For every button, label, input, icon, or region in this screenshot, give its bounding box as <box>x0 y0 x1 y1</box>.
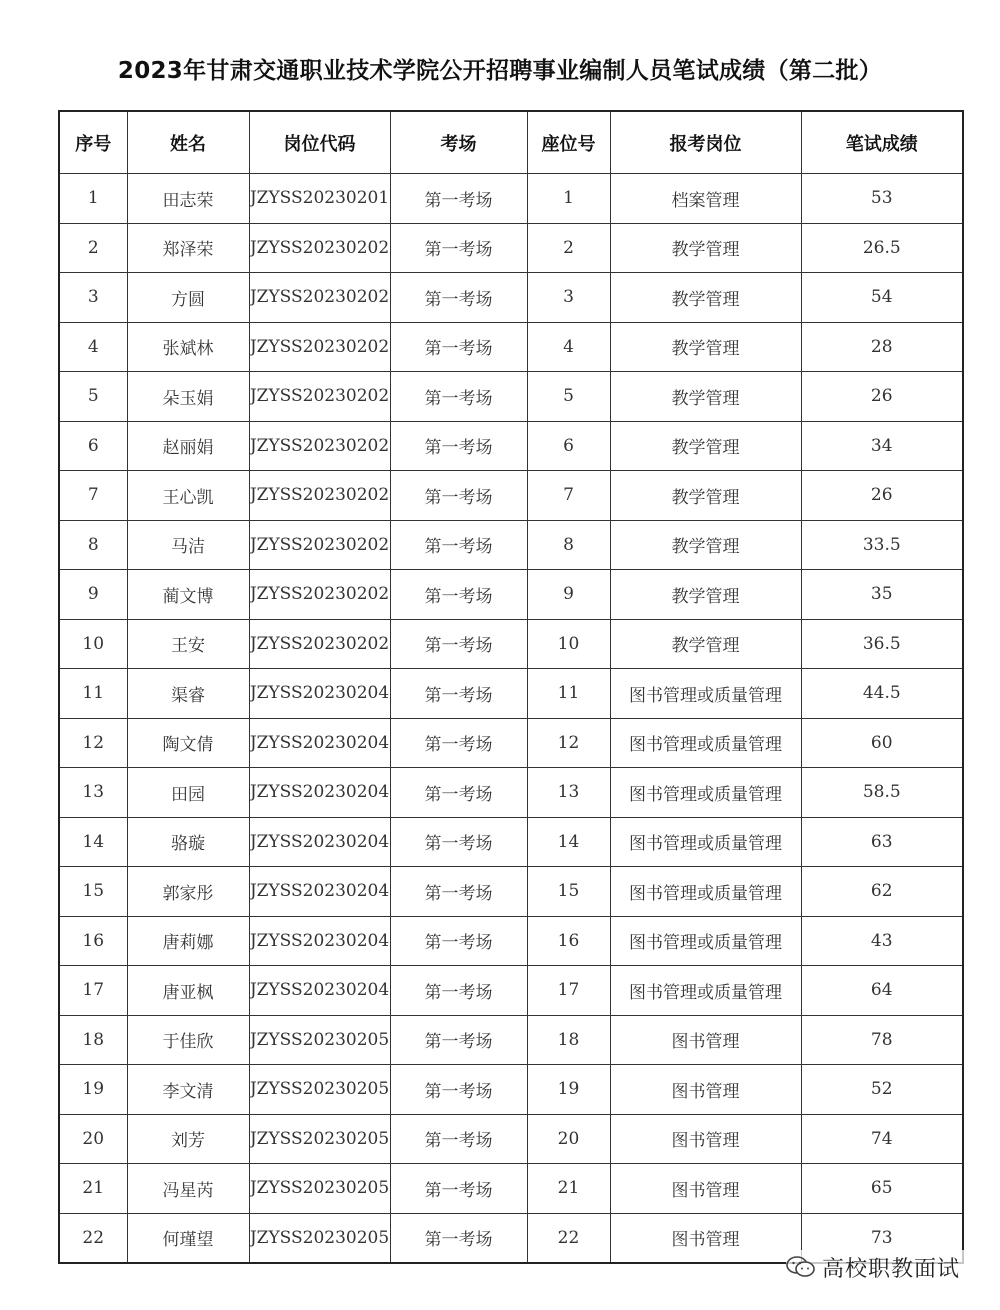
cell-written-score: 53 <box>801 174 963 224</box>
cell-serial: 9 <box>59 570 127 620</box>
cell-name: 朵玉娟 <box>127 372 249 422</box>
cell-exam-room: 第一考场 <box>390 966 527 1016</box>
cell-written-score: 64 <box>801 966 963 1016</box>
cell-position-code: JZYSS20230204 <box>249 867 390 917</box>
cell-position-code: JZYSS20230202 <box>249 372 390 422</box>
table-row <box>59 916 963 966</box>
cell-name: 陶文倩 <box>127 718 249 768</box>
table-row <box>59 570 963 620</box>
cell-serial: 10 <box>59 619 127 669</box>
cell-exam-room: 第一考场 <box>390 570 527 620</box>
cell-name: 何瑾望 <box>127 1213 249 1263</box>
cell-applied-position: 图书管理或质量管理 <box>610 867 801 917</box>
cell-written-score: 60 <box>801 718 963 768</box>
cell-written-score: 28 <box>801 322 963 372</box>
cell-written-score: 54 <box>801 273 963 323</box>
cell-serial: 7 <box>59 471 127 521</box>
cell-exam-room: 第一考场 <box>390 817 527 867</box>
table-body <box>59 174 963 1264</box>
cell-position-code: JZYSS20230202 <box>249 471 390 521</box>
table-row <box>59 421 963 471</box>
cell-serial: 3 <box>59 273 127 323</box>
cell-written-score: 62 <box>801 867 963 917</box>
table-header-row <box>59 111 963 174</box>
cell-serial: 8 <box>59 520 127 570</box>
cell-written-score: 73 <box>801 1213 963 1263</box>
cell-applied-position: 图书管理 <box>610 1164 801 1214</box>
cell-serial: 1 <box>59 174 127 224</box>
cell-position-code: JZYSS20230205 <box>249 1065 390 1115</box>
cell-exam-room: 第一考场 <box>390 273 527 323</box>
cell-serial: 21 <box>59 1164 127 1214</box>
cell-applied-position: 教学管理 <box>610 570 801 620</box>
table-row <box>59 1164 963 1214</box>
table-row <box>59 273 963 323</box>
cell-exam-room: 第一考场 <box>390 916 527 966</box>
cell-name: 蔺文博 <box>127 570 249 620</box>
cell-serial: 17 <box>59 966 127 1016</box>
cell-seat-number: 1 <box>527 174 610 224</box>
watermark-text: 高校职教面试 <box>822 1256 961 1282</box>
cell-position-code: JZYSS20230202 <box>249 570 390 620</box>
wechat-icon <box>786 1256 816 1278</box>
cell-exam-room: 第一考场 <box>390 669 527 719</box>
cell-name: 张斌林 <box>127 322 249 372</box>
cell-written-score: 58.5 <box>801 768 963 818</box>
cell-seat-number: 7 <box>527 471 610 521</box>
cell-seat-number: 10 <box>527 619 610 669</box>
scores-table <box>58 110 964 1264</box>
cell-applied-position: 图书管理或质量管理 <box>610 768 801 818</box>
watermark <box>786 1250 986 1284</box>
cell-applied-position: 教学管理 <box>610 520 801 570</box>
cell-applied-position: 教学管理 <box>610 322 801 372</box>
cell-name: 赵丽娟 <box>127 421 249 471</box>
cell-applied-position: 图书管理或质量管理 <box>610 718 801 768</box>
cell-applied-position: 教学管理 <box>610 421 801 471</box>
cell-position-code: JZYSS20230205 <box>249 1114 390 1164</box>
cell-seat-number: 19 <box>527 1065 610 1115</box>
cell-written-score: 34 <box>801 421 963 471</box>
table-row <box>59 174 963 224</box>
cell-written-score: 35 <box>801 570 963 620</box>
cell-applied-position: 教学管理 <box>610 471 801 521</box>
cell-seat-number: 3 <box>527 273 610 323</box>
cell-seat-number: 22 <box>527 1213 610 1263</box>
cell-name: 刘芳 <box>127 1114 249 1164</box>
cell-seat-number: 13 <box>527 768 610 818</box>
cell-seat-number: 21 <box>527 1164 610 1214</box>
header-serial: 序号 <box>59 111 127 174</box>
cell-serial: 13 <box>59 768 127 818</box>
cell-seat-number: 2 <box>527 223 610 273</box>
cell-seat-number: 4 <box>527 322 610 372</box>
cell-seat-number: 12 <box>527 718 610 768</box>
cell-serial: 20 <box>59 1114 127 1164</box>
table-row <box>59 718 963 768</box>
cell-name: 王安 <box>127 619 249 669</box>
cell-exam-room: 第一考场 <box>390 223 527 273</box>
cell-seat-number: 11 <box>527 669 610 719</box>
cell-exam-room: 第一考场 <box>390 1164 527 1214</box>
cell-exam-room: 第一考场 <box>390 619 527 669</box>
cell-written-score: 52 <box>801 1065 963 1115</box>
table-row <box>59 471 963 521</box>
cell-exam-room: 第一考场 <box>390 372 527 422</box>
cell-seat-number: 17 <box>527 966 610 1016</box>
cell-written-score: 63 <box>801 817 963 867</box>
cell-seat-number: 14 <box>527 817 610 867</box>
cell-position-code: JZYSS20230204 <box>249 916 390 966</box>
header-name: 姓名 <box>127 111 249 174</box>
header-applied-position: 报考岗位 <box>610 111 801 174</box>
cell-seat-number: 6 <box>527 421 610 471</box>
cell-exam-room: 第一考场 <box>390 1065 527 1115</box>
cell-exam-room: 第一考场 <box>390 1213 527 1263</box>
header-exam-room: 考场 <box>390 111 527 174</box>
cell-seat-number: 5 <box>527 372 610 422</box>
table-row <box>59 966 963 1016</box>
table-row <box>59 669 963 719</box>
cell-serial: 16 <box>59 916 127 966</box>
cell-serial: 6 <box>59 421 127 471</box>
cell-position-code: JZYSS20230205 <box>249 1164 390 1214</box>
cell-name: 骆璇 <box>127 817 249 867</box>
cell-position-code: JZYSS20230202 <box>249 223 390 273</box>
cell-name: 田志荣 <box>127 174 249 224</box>
cell-written-score: 36.5 <box>801 619 963 669</box>
cell-serial: 4 <box>59 322 127 372</box>
cell-applied-position: 图书管理 <box>610 1114 801 1164</box>
cell-exam-room: 第一考场 <box>390 768 527 818</box>
cell-written-score: 78 <box>801 1015 963 1065</box>
cell-seat-number: 9 <box>527 570 610 620</box>
cell-applied-position: 图书管理或质量管理 <box>610 669 801 719</box>
cell-serial: 18 <box>59 1015 127 1065</box>
table-row <box>59 372 963 422</box>
cell-applied-position: 图书管理 <box>610 1065 801 1115</box>
cell-name: 马洁 <box>127 520 249 570</box>
cell-seat-number: 18 <box>527 1015 610 1065</box>
cell-seat-number: 15 <box>527 867 610 917</box>
cell-exam-room: 第一考场 <box>390 718 527 768</box>
cell-seat-number: 8 <box>527 520 610 570</box>
cell-written-score: 74 <box>801 1114 963 1164</box>
table-row <box>59 1065 963 1115</box>
cell-exam-room: 第一考场 <box>390 174 527 224</box>
cell-applied-position: 图书管理 <box>610 1015 801 1065</box>
cell-name: 郭家彤 <box>127 867 249 917</box>
table-row <box>59 520 963 570</box>
cell-written-score: 33.5 <box>801 520 963 570</box>
table-row <box>59 768 963 818</box>
cell-written-score: 65 <box>801 1164 963 1214</box>
cell-written-score: 26.5 <box>801 223 963 273</box>
cell-position-code: JZYSS20230202 <box>249 322 390 372</box>
cell-exam-room: 第一考场 <box>390 520 527 570</box>
cell-position-code: JZYSS20230202 <box>249 619 390 669</box>
table-row <box>59 817 963 867</box>
cell-name: 于佳欣 <box>127 1015 249 1065</box>
cell-name: 田园 <box>127 768 249 818</box>
table-row <box>59 223 963 273</box>
table-row <box>59 867 963 917</box>
cell-written-score: 26 <box>801 471 963 521</box>
cell-serial: 12 <box>59 718 127 768</box>
cell-written-score: 43 <box>801 916 963 966</box>
cell-name: 李文清 <box>127 1065 249 1115</box>
cell-serial: 14 <box>59 817 127 867</box>
cell-serial: 5 <box>59 372 127 422</box>
cell-applied-position: 教学管理 <box>610 372 801 422</box>
table-row <box>59 322 963 372</box>
cell-name: 郑泽荣 <box>127 223 249 273</box>
cell-position-code: JZYSS20230202 <box>249 273 390 323</box>
cell-applied-position: 档案管理 <box>610 174 801 224</box>
cell-applied-position: 教学管理 <box>610 619 801 669</box>
cell-position-code: JZYSS20230205 <box>249 1213 390 1263</box>
cell-applied-position: 图书管理或质量管理 <box>610 966 801 1016</box>
table-row <box>59 1114 963 1164</box>
cell-position-code: JZYSS20230204 <box>249 768 390 818</box>
header-position-code: 岗位代码 <box>249 111 390 174</box>
cell-name: 唐亚枫 <box>127 966 249 1016</box>
cell-serial: 15 <box>59 867 127 917</box>
header-written-score: 笔试成绩 <box>801 111 963 174</box>
cell-position-code: JZYSS20230201 <box>249 174 390 224</box>
cell-applied-position: 教学管理 <box>610 223 801 273</box>
cell-applied-position: 教学管理 <box>610 273 801 323</box>
cell-name: 王心凯 <box>127 471 249 521</box>
page-title: 2023年甘肃交通职业技术学院公开招聘事业编制人员笔试成绩（第二批） <box>117 58 883 84</box>
cell-seat-number: 20 <box>527 1114 610 1164</box>
cell-applied-position: 图书管理 <box>610 1213 801 1263</box>
cell-position-code: JZYSS20230202 <box>249 520 390 570</box>
cell-position-code: JZYSS20230204 <box>249 966 390 1016</box>
cell-seat-number: 16 <box>527 916 610 966</box>
cell-position-code: JZYSS20230204 <box>249 718 390 768</box>
cell-name: 冯星芮 <box>127 1164 249 1214</box>
cell-name: 方圆 <box>127 273 249 323</box>
cell-name: 唐莉娜 <box>127 916 249 966</box>
table-row <box>59 1015 963 1065</box>
cell-name: 渠睿 <box>127 669 249 719</box>
cell-exam-room: 第一考场 <box>390 421 527 471</box>
table-row <box>59 619 963 669</box>
cell-applied-position: 图书管理或质量管理 <box>610 817 801 867</box>
cell-written-score: 44.5 <box>801 669 963 719</box>
cell-position-code: JZYSS20230204 <box>249 817 390 867</box>
cell-exam-room: 第一考场 <box>390 867 527 917</box>
cell-exam-room: 第一考场 <box>390 322 527 372</box>
cell-serial: 11 <box>59 669 127 719</box>
cell-exam-room: 第一考场 <box>390 471 527 521</box>
header-seat-number: 座位号 <box>527 111 610 174</box>
cell-written-score: 26 <box>801 372 963 422</box>
cell-position-code: JZYSS20230202 <box>249 421 390 471</box>
cell-exam-room: 第一考场 <box>390 1015 527 1065</box>
cell-serial: 22 <box>59 1213 127 1263</box>
cell-exam-room: 第一考场 <box>390 1114 527 1164</box>
cell-position-code: JZYSS20230205 <box>249 1015 390 1065</box>
cell-serial: 19 <box>59 1065 127 1115</box>
cell-serial: 2 <box>59 223 127 273</box>
cell-position-code: JZYSS20230204 <box>249 669 390 719</box>
cell-applied-position: 图书管理或质量管理 <box>610 916 801 966</box>
